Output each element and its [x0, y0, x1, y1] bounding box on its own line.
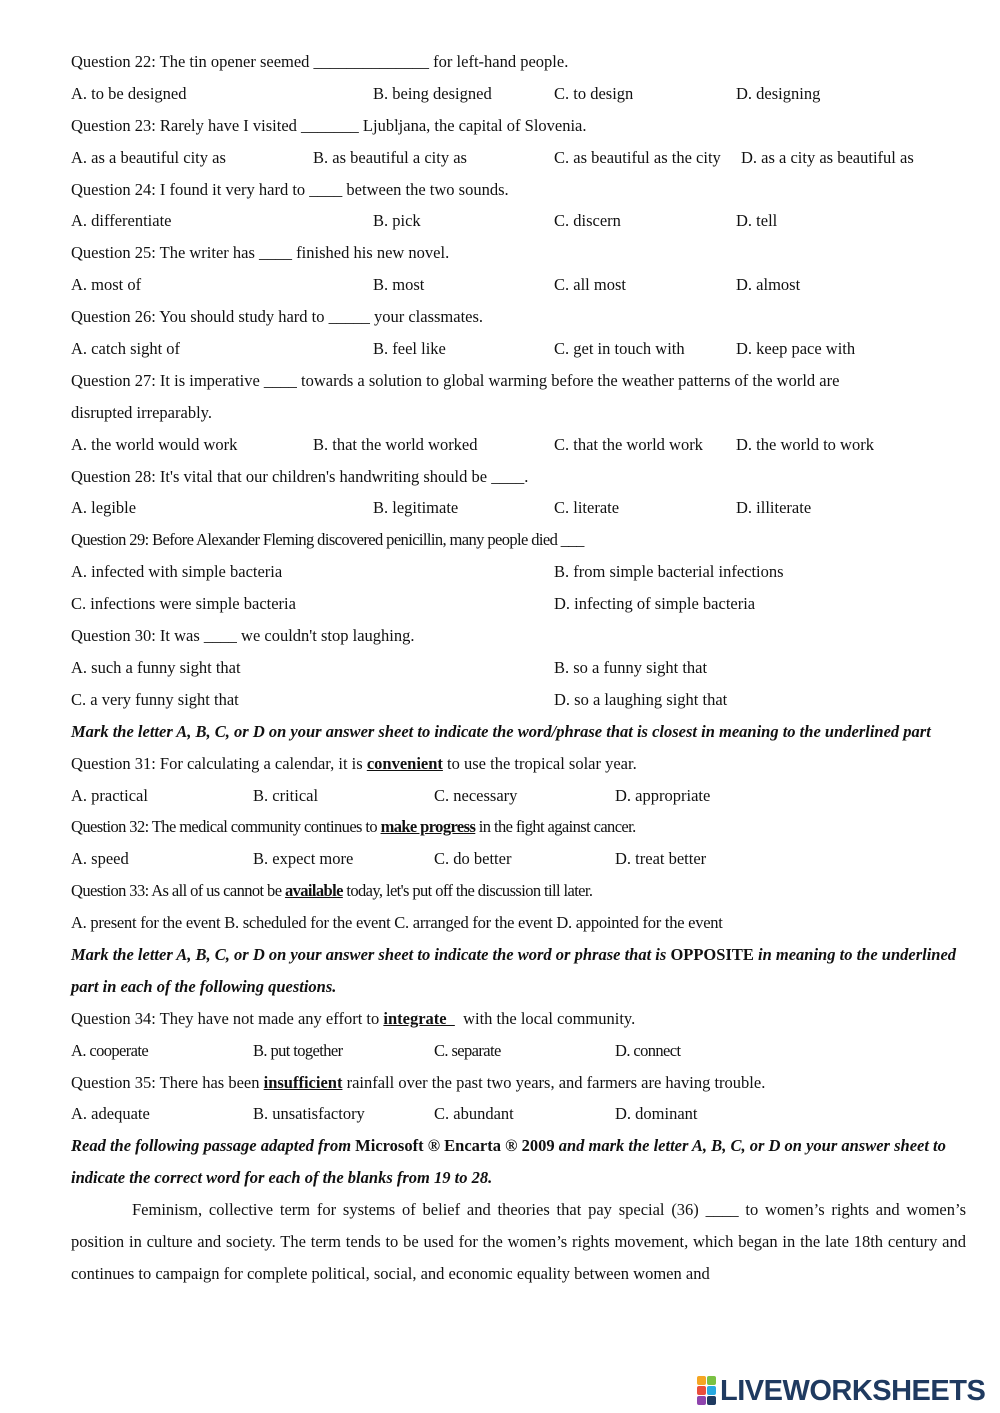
question-24-stem: Question 24: I found it very hard to ____ between the two sounds. — [71, 179, 509, 199]
question-27-options — [71, 429, 966, 461]
q34-option-a[interactable]: A. cooperate — [71, 1040, 149, 1060]
q26-option-a[interactable]: A. catch sight of — [71, 339, 181, 359]
q26-option-d[interactable]: D. keep pace with — [736, 339, 856, 359]
question-32-stem — [71, 811, 966, 843]
q34-underlined-word: integrate — [383, 1008, 455, 1028]
q28-option-c[interactable]: C. literate — [554, 498, 620, 518]
q31-option-d[interactable]: D. appropriate — [615, 785, 711, 805]
q23-option-b[interactable]: B. as beautiful a city as — [313, 147, 467, 167]
q23-option-d[interactable]: D. as a city as beautiful as — [741, 147, 914, 167]
section-instruction-reading — [71, 1130, 966, 1194]
q34-option-d[interactable]: D. connect — [615, 1040, 681, 1060]
question-23-options — [71, 142, 966, 174]
q24-option-a[interactable]: A. differentiate — [71, 211, 172, 231]
q31-option-a[interactable]: A. practical — [71, 785, 148, 805]
question-28-options — [71, 492, 966, 524]
q27-option-b[interactable]: B. that the world worked — [313, 434, 478, 454]
liveworksheets-brand-text: LIVEWORKSHEETS — [720, 1374, 986, 1407]
question-31-stem — [71, 748, 966, 780]
q35-option-c[interactable]: C. abundant — [434, 1104, 514, 1124]
q31-option-c[interactable]: C. necessary — [434, 785, 518, 805]
q35-option-a[interactable]: A. adequate — [71, 1104, 150, 1124]
q27-option-d[interactable]: D. the world to work — [736, 434, 874, 454]
question-26-options — [71, 333, 966, 365]
q34-option-b[interactable]: B. put together — [253, 1040, 343, 1060]
question-25-options — [71, 269, 966, 301]
question-33-stem — [71, 875, 966, 907]
question-30-stem: Question 30: It was ____ we couldn't stop laughing. — [71, 626, 415, 646]
question-34-stem — [71, 1003, 966, 1035]
question-28-stem: Question 28: It's vital that our children's handwriting should be ____. — [71, 466, 529, 486]
q30-option-d[interactable]: D. so a laughing sight that — [554, 689, 728, 709]
q28-option-a[interactable]: A. legible — [71, 498, 137, 518]
q34-stem-pre: Question 34: They have not made any effort to — [71, 1008, 384, 1028]
question-27-stem-continued: disrupted irreparably. — [71, 402, 212, 422]
q35-stem-post: rainfall over the past two years, and farmers are having trouble. — [342, 1072, 766, 1092]
q30-option-c[interactable]: C. a very funny sight that — [71, 689, 239, 709]
q26-option-c[interactable]: C. get in touch with — [554, 339, 685, 359]
q22-option-c[interactable]: C. to design — [554, 83, 634, 103]
question-22-options — [71, 78, 966, 110]
question-29-stem: Question 29: Before Alexander Fleming discovered penicillin, many people died ___ — [71, 530, 584, 550]
worksheet-page — [71, 46, 966, 1290]
q25-option-d[interactable]: D. almost — [736, 275, 801, 295]
q28-option-d[interactable]: D. illiterate — [736, 498, 812, 518]
q35-stem-pre: Question 35: There has been — [71, 1072, 264, 1092]
q29-option-a[interactable]: A. infected with simple bacteria — [71, 562, 283, 582]
reading-instruction-source: Microsoft ® Encarta ® 2009 — [355, 1136, 555, 1156]
q23-option-c[interactable]: C. as beautiful as the city — [554, 147, 721, 167]
q32-underlined-word: make progress — [380, 817, 476, 837]
question-35-options — [71, 1098, 966, 1130]
question-31-options — [71, 780, 966, 812]
q31-option-b[interactable]: B. critical — [253, 785, 319, 805]
antonym-instruction-opposite: OPPOSITE — [670, 944, 754, 964]
q22-option-b[interactable]: B. being designed — [373, 83, 492, 103]
q24-option-b[interactable]: B. pick — [373, 211, 421, 231]
q26-option-b[interactable]: B. feel like — [373, 339, 446, 359]
question-24-options — [71, 205, 966, 237]
q34-stem-post: with the local community. — [454, 1008, 636, 1028]
q32-option-b[interactable]: B. expect more — [253, 849, 354, 869]
q24-option-c[interactable]: C. discern — [554, 211, 621, 231]
q29-option-c[interactable]: C. infections were simple bacteria — [71, 594, 296, 614]
question-22-stem: Question 22: The tin opener seemed ______________ for left-hand people. — [71, 52, 569, 71]
q32-stem-post: in the fight against cancer. — [475, 817, 636, 837]
q32-option-d[interactable]: D. treat better — [615, 849, 707, 869]
section-instruction-antonym — [71, 939, 966, 1003]
q27-option-a[interactable]: A. the world would work — [71, 434, 238, 454]
q32-option-a[interactable]: A. speed — [71, 849, 129, 869]
q33-stem-post: today, let's put off the discussion till later. — [342, 881, 593, 901]
question-26-stem: Question 26: You should study hard to _____ your classmates. — [71, 307, 484, 327]
q29-option-d[interactable]: D. infecting of simple bacteria — [554, 594, 756, 614]
q32-option-c[interactable]: C. do better — [434, 849, 512, 869]
question-27-stem: Question 27: It is imperative ____ towards a solution to global warming before the weather patterns of the world are — [71, 370, 840, 390]
liveworksheets-logo-icon — [697, 1376, 717, 1406]
reading-instruction-part-2: and mark the letter A, B, C, or D on your answer sheet to indicate the correct word for each of the blanks from 19 to 28. — [71, 1136, 946, 1188]
q22-option-a[interactable]: A. to be designed — [71, 83, 187, 103]
q35-option-d[interactable]: D. dominant — [615, 1104, 698, 1124]
q28-option-b[interactable]: B. legitimate — [373, 498, 459, 518]
question-30-options-cd — [71, 684, 966, 716]
q30-option-a[interactable]: A. such a funny sight that — [71, 657, 241, 677]
q31-stem-post: to use the tropical solar year. — [442, 753, 637, 773]
question-29-options-cd — [71, 588, 966, 620]
q27-option-c[interactable]: C. that the world work — [554, 434, 703, 454]
q34-option-c[interactable]: C. separate — [434, 1040, 501, 1060]
reading-passage: Feminism, collective term for systems of belief and theories that pay special (36) ____ to women’s rights and women’s position in culture and society. The term tends to be used for the women’s rights movement, which began in the late 18th century and continues to campaign for complete political, social, and economic equality between women and — [71, 1200, 966, 1284]
question-35-stem — [71, 1067, 966, 1099]
q22-option-d[interactable]: D. designing — [736, 83, 821, 103]
q35-option-b[interactable]: B. unsatisfactory — [253, 1104, 365, 1124]
q23-option-a[interactable]: A. as a beautiful city as — [71, 147, 226, 167]
question-30-options-ab — [71, 652, 966, 684]
q33-underlined-word: available — [284, 881, 343, 901]
q33-stem-pre: Question 33: As all of us cannot be — [71, 881, 285, 901]
question-34-options — [71, 1035, 966, 1067]
question-25-stem: Question 25: The writer has ____ finished his new novel. — [71, 243, 450, 263]
reading-instruction-part-1: Read the following passage adapted from — [71, 1136, 356, 1156]
question-23-stem: Question 23: Rarely have I visited _______ Ljubljana, the capital of Slovenia. — [71, 115, 587, 135]
q32-stem-pre: Question 32: The medical community continues to — [71, 817, 381, 837]
q31-underlined-word: convenient — [366, 753, 443, 773]
q31-stem-pre: Question 31: For calculating a calendar, it is — [71, 753, 367, 773]
q24-option-d[interactable]: D. tell — [736, 211, 778, 231]
question-29-options-ab — [71, 556, 966, 588]
q25-option-c[interactable]: C. all most — [554, 275, 626, 295]
section-instruction-synonym: Mark the letter A, B, C, or D on your answer sheet to indicate the word/phrase that is closest in meaning to the underlined part — [71, 721, 931, 741]
q35-underlined-word: insufficient — [263, 1072, 343, 1092]
q25-option-b[interactable]: B. most — [373, 275, 425, 295]
liveworksheets-logo[interactable] — [697, 1374, 985, 1408]
q25-option-a[interactable]: A. most of — [71, 275, 142, 295]
antonym-instruction-part-1: Mark the letter A, B, C, or D on your answer sheet to indicate the word or phrase that is — [71, 944, 671, 964]
question-32-options — [71, 843, 966, 875]
q30-option-b[interactable]: B. so a funny sight that — [554, 657, 708, 677]
question-33-options[interactable]: A. present for the event B. scheduled for the event C. arranged for the event D. appointed for the event — [71, 913, 723, 933]
antonym-instruction-part-2: in meaning to the underlined part in each of the following questions. — [71, 944, 957, 996]
q29-option-b[interactable]: B. from simple bacterial infections — [554, 562, 784, 582]
